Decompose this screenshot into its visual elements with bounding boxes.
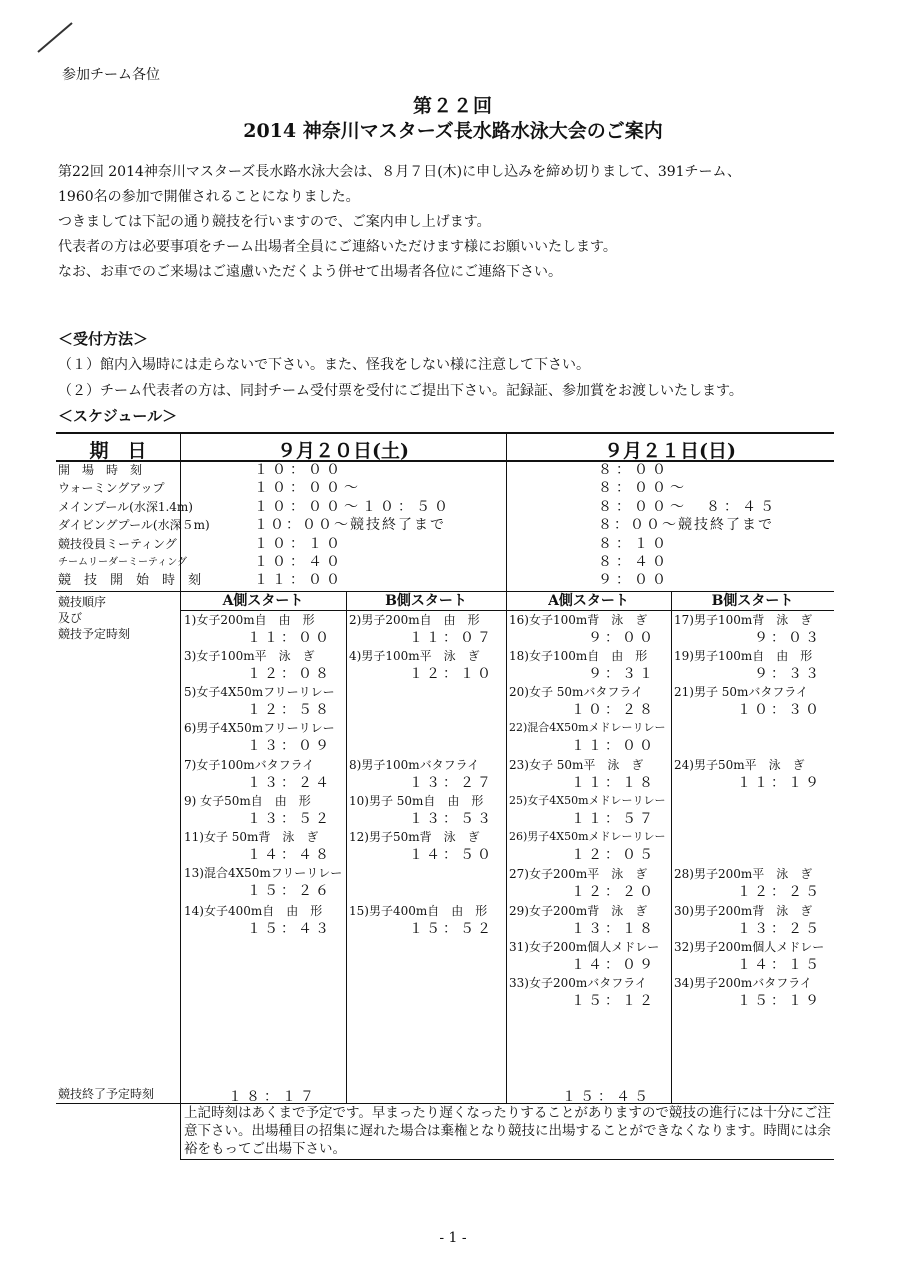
- intro-line: 代表者の方は必要事項をチーム出場者全員にご連絡いただけます様にお願いいたします。: [58, 239, 617, 255]
- table-rule: [56, 432, 834, 434]
- event-time: １２：５８: [247, 702, 332, 718]
- time-value: ８：４０: [598, 554, 670, 570]
- intro-line: 第22回 2014神奈川マスターズ長水路水泳大会は、８月７日(木)に申し込みを締め切りまして、391チーム、: [58, 164, 741, 180]
- event-time: １５：２６: [247, 883, 332, 899]
- event-time: １５：１２: [571, 993, 656, 1009]
- event-time: １５：４３: [247, 921, 332, 937]
- event-time: １２：２５: [737, 884, 822, 900]
- schedule-note: 上記時刻はあくまで予定です。早まったり遅くなったりすることがありますので競技の進行には十分にご注意下さい。出場種目の招集に遅れた場合は棄権となり競技に出場することができなくなります。時間には余裕をもってご出場下さい。: [184, 1105, 831, 1157]
- day2-header: ９月２１日(日): [604, 440, 736, 462]
- event-name: 29)女子200m背 泳 ぎ: [509, 904, 648, 918]
- time-value: ８：００～競技終了まで: [598, 517, 774, 533]
- event-name: 19)男子100m自 由 形: [674, 649, 813, 663]
- event-time: ９：０３: [754, 630, 822, 646]
- event-name: 8)男子100mバタフライ: [349, 758, 480, 772]
- event-name: 28)男子200m平 泳 ぎ: [674, 867, 813, 881]
- date-column-header: 期 日: [89, 440, 147, 462]
- event-name: 34)男子200mバタフライ: [674, 976, 812, 990]
- event-time: １２：０８: [247, 666, 332, 682]
- event-name: 30)男子200m背 泳 ぎ: [674, 904, 813, 918]
- event-name: 31)女子200m個人メドレー: [509, 940, 660, 954]
- event-name: 23)女子 50m平 泳 ぎ: [509, 758, 644, 772]
- event-name: 17)男子100m背 泳 ぎ: [674, 613, 813, 627]
- event-time: ９：３１: [588, 666, 656, 682]
- time-label: 競技役員ミーティング: [58, 537, 177, 551]
- event-time: １２：０５: [571, 847, 656, 863]
- event-time: ９：３３: [754, 666, 822, 682]
- day2-end-time: １５：４５: [562, 1089, 652, 1105]
- event-time: １０：３０: [737, 702, 822, 718]
- time-value: １０：００～: [254, 480, 362, 496]
- time-label: ダイビングプール(水深５m): [58, 518, 210, 532]
- addressee: 参加チーム各位: [62, 67, 160, 83]
- event-time: １０：２８: [571, 702, 656, 718]
- event-time: １１：０７: [409, 630, 494, 646]
- time-value: １０：００～１０：５０: [254, 499, 452, 515]
- order-label: 及び: [58, 611, 83, 625]
- time-value: １０：１０: [254, 536, 344, 552]
- time-value: ８：００～: [598, 480, 688, 496]
- table-rule: [180, 432, 181, 1159]
- order-label: 競技順序: [58, 595, 107, 609]
- table-rule: [180, 610, 834, 611]
- day1-end-time: １８：１７: [228, 1089, 318, 1105]
- time-label: 開 場 時 刻: [58, 463, 143, 477]
- day1-header: ９月２０日(土): [277, 440, 409, 462]
- reception-heading: ＜受付方法＞: [58, 330, 149, 348]
- time-value: １０：４０: [254, 554, 344, 570]
- event-time: １１：１９: [737, 775, 822, 791]
- event-time: １４：０９: [571, 957, 656, 973]
- event-name: 24)男子50m平 泳 ぎ: [674, 758, 805, 772]
- event-time: １４：４８: [247, 847, 332, 863]
- table-rule: [671, 591, 672, 1103]
- event-name: 25)女子4X50mメドレーリレー: [509, 794, 666, 807]
- schedule-table: [56, 432, 834, 1159]
- event-name: 12)男子50m背 泳 ぎ: [349, 830, 480, 844]
- event-name: 6)男子4X50mフリーリレー: [184, 721, 335, 735]
- event-time: １１：５７: [571, 811, 656, 827]
- event-time: １２：１０: [409, 666, 494, 682]
- end-time-label: 競技終了予定時刻: [58, 1087, 155, 1101]
- time-value: ８：００: [598, 462, 670, 478]
- event-name: 4)男子100m平 泳 ぎ: [349, 649, 480, 663]
- event-name: 27)女子200m平 泳 ぎ: [509, 867, 648, 881]
- page-number: - 1 -: [439, 1230, 467, 1246]
- day1-b-start-header: B側スタート: [385, 593, 467, 609]
- event-time: １３：１８: [571, 921, 656, 937]
- time-value: １１：００: [254, 572, 344, 588]
- event-name: 21)男子 50mバタフライ: [674, 685, 809, 699]
- time-label: 競 技 開 始 時 刻: [58, 573, 202, 588]
- reception-item: （１）館内入場時には走らないで下さい。また、怪我をしない様に注意して下さい。: [58, 357, 590, 373]
- event-name: 13)混合4X50mフリーリレー: [184, 866, 343, 880]
- time-value: ８：１０: [598, 536, 670, 552]
- event-name: 15)男子400m自 由 形: [349, 904, 488, 918]
- event-name: 5)女子4X50mフリーリレー: [184, 685, 335, 699]
- event-time: １４：１５: [737, 957, 822, 973]
- pen-mark: [36, 20, 76, 54]
- event-time: １３：２５: [737, 921, 822, 937]
- event-name: 33)女子200mバタフライ: [509, 976, 647, 990]
- time-value: １０：００～競技終了まで: [254, 517, 446, 533]
- event-name: 10)男子 50m自 由 形: [349, 794, 484, 808]
- event-time: １５：１９: [737, 993, 822, 1009]
- event-time: １２：２０: [571, 884, 656, 900]
- table-rule: [180, 1159, 834, 1160]
- time-value: １０：００: [254, 462, 344, 478]
- event-time: １１：００: [247, 630, 332, 646]
- intro-line: なお、お車でのご来場はご遠慮いただくよう併せて出場者各位にご連絡下さい。: [58, 264, 562, 280]
- event-time: １３：０９: [247, 738, 332, 754]
- event-name: 18)女子100m自 由 形: [509, 649, 648, 663]
- event-time: １５：５２: [409, 921, 494, 937]
- time-label: ウォーミングアップ: [58, 481, 165, 495]
- event-name: 32)男子200m個人メドレー: [674, 940, 825, 954]
- event-time: １３：５２: [247, 811, 332, 827]
- event-time: １３：２７: [409, 775, 494, 791]
- time-value: ８：００～ ８：４５: [598, 499, 778, 515]
- day2-b-start-header: B側スタート: [711, 593, 794, 609]
- event-time: ９：００: [588, 630, 656, 646]
- order-label: 競技予定時刻: [58, 627, 131, 641]
- intro-line: つきましては下記の通り競技を行いますので、ご案内申し上げます。: [58, 214, 491, 230]
- day2-a-start-header: A側スタート: [548, 593, 629, 609]
- intro-line: 1960名の参加で開催されることになりました。: [58, 189, 360, 205]
- event-time: １１：００: [571, 738, 656, 754]
- table-rule: [346, 591, 347, 1103]
- event-name: 1)女子200m自 由 形: [184, 613, 315, 627]
- event-name: 16)女子100m背 泳 ぎ: [509, 613, 648, 627]
- event-time: １３：２４: [247, 775, 332, 791]
- time-label: メインプール(水深1.4m): [58, 500, 193, 514]
- event-name: 11)女子 50m背 泳 ぎ: [184, 830, 319, 844]
- schedule-heading: ＜スケジュール＞: [58, 407, 178, 425]
- event-name: 26)男子4X50mメドレーリレー: [509, 830, 666, 843]
- event-name: 2)男子200m自 由 形: [349, 613, 480, 627]
- day1-a-start-header: A側スタート: [222, 593, 304, 609]
- event-name: 9) 女子50m自 由 形: [184, 794, 311, 808]
- event-name: 3)女子100m平 泳 ぎ: [184, 649, 315, 663]
- event-name: 20)女子 50mバタフライ: [509, 685, 644, 699]
- page-title: 2014 神奈川マスターズ長水路水泳大会のご案内: [243, 120, 663, 142]
- time-value: ９：００: [598, 572, 670, 588]
- reception-item: （２）チーム代表者の方は、同封チーム受付票を受付にご提出下さい。記録証、参加賞をお渡しいたします。: [58, 383, 743, 399]
- event-time: １４：５０: [409, 847, 494, 863]
- event-name: 7)女子100mバタフライ: [184, 758, 315, 772]
- event-time: １１：１８: [571, 775, 656, 791]
- table-rule: [506, 432, 507, 1103]
- event-time: １３：５３: [409, 811, 494, 827]
- intro-text: [58, 160, 858, 285]
- time-label: チームリーダーミーティング: [58, 557, 187, 568]
- event-name: 22)混合4X50mメドレーリレー: [509, 721, 666, 734]
- title-edition: 第２２回: [412, 95, 493, 117]
- event-name: 14)女子400m自 由 形: [184, 904, 323, 918]
